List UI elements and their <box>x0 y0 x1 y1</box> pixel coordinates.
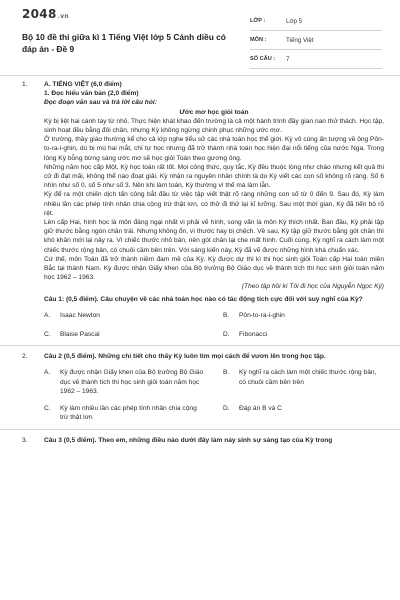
option-text: Kỳ làm nhiều lần các phép tính nhân chia cộng trừ thật lơn <box>60 405 197 422</box>
option-letter: D. <box>223 405 230 413</box>
meta-key: MÔN : <box>250 37 267 43</box>
question-text: Câu 1: (0,5 điểm). Câu chuyện về các nhà toán học nào có tác động tích cực đối với suy nghĩ của Kỳ? <box>44 295 363 303</box>
question-block-2 <box>22 352 384 422</box>
answer-option-a[interactable] <box>44 368 205 396</box>
logo-sub: .vn <box>57 13 69 20</box>
answer-option-b[interactable] <box>223 368 384 396</box>
story-paragraph: Lên cấp Hai, hình học là môn đáng ngại nhất vì phải vẽ hình, song vấn là môn Kỳ thích nhất. Ban đầu, Kỳ phải tập giữ thước bằng ngón chân trái. Nhưng không ổn, vì thước hay bị chệch. Về sau, Kỳ tập giữ thước bằng gót chân thì khó khăn mới lại nảy ra. Vì chiếc thước nhỏ bản, nên gót chân lại che mất hình. Cuối cùng, Kỳ nghĩ ra cách làm một chiếc thước rộng bản, có chuôi cầm bên trên. Với sáng kiến này, Kỳ đã vẽ được những hình khá chuẩn xác. <box>44 219 384 254</box>
reading-instruction: Đọc đoạn văn sau và trả lời câu hỏi: <box>44 99 157 107</box>
question-number: 3. <box>22 436 28 444</box>
option-text: Kỳ nghĩ ra cách làm một chiếc thước rộng bản, có chuôi cầm bên trên <box>239 369 377 386</box>
option-text: Pôn-to-ra-i-ghin <box>239 311 285 319</box>
answer-option-c[interactable] <box>44 330 205 339</box>
story-paragraph: Cứ thế, môn Toán đã trở thành niềm đam mê của Kỳ. Kỳ được dự thi kì thi học sinh giỏi Toán cấp Hai toàn miền Bắc tại thành Nam. Kỳ được nhận Giấy khen của Bộ trưởng Bộ Giáo dục về thành tích thi học sinh giỏi toán năm học 1962 – 1963. <box>44 255 384 282</box>
option-text: Fibonacci <box>239 331 268 339</box>
question-divider <box>0 345 400 346</box>
answer-option-b[interactable] <box>223 311 384 320</box>
option-text: Blaise Pascal <box>60 331 100 339</box>
option-text: Đáp án B và C <box>239 405 282 413</box>
option-letter: C. <box>44 405 51 413</box>
logo-main: 2048 <box>22 7 57 21</box>
story-source: (Theo tập hồi kí Tôi đi học của Nguyễn Ngọc Ký) <box>241 283 384 291</box>
meta-row-question-count <box>250 50 382 69</box>
document-title: Bộ 10 đề thi giữa kì 1 Tiếng Việt lớp 5 Cánh diều có đáp án - Đề 9 <box>22 32 226 54</box>
page-header <box>0 0 400 76</box>
meta-value: Lớp 5 <box>286 17 303 25</box>
meta-row-class <box>250 12 382 31</box>
story-paragraph: Kỳ bị liệt hai cánh tay từ nhỏ. Thực hiện khát khao đến trường là cả một hành trình đầy gian nan thử thách. Học tập, sinh hoạt đều bằng đôi chân, nhưng Kỳ không ngừng chinh phục những ước mơ. <box>44 117 384 135</box>
question-number: 2. <box>22 353 28 361</box>
meta-value: Tiếng Việt <box>286 36 314 44</box>
question-text: Câu 2 (0,5 điểm). Những chi tiết cho thấy Kỳ luôn tìm mọi cách để vươn lên trong học tập. <box>44 353 326 361</box>
meta-key: SỐ CÂU : <box>250 56 276 62</box>
answer-options <box>44 368 384 422</box>
answer-option-d[interactable] <box>223 330 384 339</box>
question-text: Câu 3 (0,5 điểm). Theo em, những điều nào dưới đây làm nảy sinh sự sáng tạo của Kỳ trong <box>44 436 333 444</box>
answer-option-c[interactable] <box>44 404 205 422</box>
document-meta <box>250 12 382 69</box>
option-text: Isaac Newton <box>60 311 100 319</box>
answer-options <box>44 311 384 339</box>
story-title: Ước mơ học giỏi toán <box>179 108 249 116</box>
question-number: 1. <box>22 81 28 88</box>
document-content <box>22 80 384 445</box>
story-paragraph: Ở trường, thầy giáo thường kể cho cả lớp nghe tiểu sử các nhà toán học thế giới. Kỳ vô cùng ấn tượng về ông Pôn-to-ra-i-ghin, dù bị mù hai mắt, chí tự học nhưng đã trở thành nhà toán học hiện đại nổi tiếng của nước Nga. Trong lòng Kỳ bỗng bừng sáng ước mơ sẽ học giỏi Toán theo gương ông. <box>44 136 384 162</box>
question-divider <box>0 429 400 430</box>
answer-option-d[interactable] <box>223 404 384 422</box>
meta-row-subject <box>250 31 382 50</box>
option-letter: A. <box>44 311 51 319</box>
story-paragraph: Kỳ để ra một chiến dịch tấn công bắt đầu từ việc tập viết thật rõ ràng những con số từ 0 đến 9. Sau đó, Kỳ làm nhiều lần các phép tính nhân chia cộng trừ thật lơn, có thử đi thử lại kĩ lưỡng. Sau một thời gian, Kỳ đã tiến bộ rõ rệt. <box>44 191 384 217</box>
question-block-3 <box>22 436 384 445</box>
option-letter: D. <box>223 331 230 339</box>
story-paragraph: Những năm học cấp Một, Kỳ học toán rất tốt. Mọi công thức, quy tắc, Kỳ đều thuộc lòng như cháo nhưng kết quả thi cử đi đạt mãi, không thể nào đoạt giải. Kỳ nhận ra nguyên nhân chính là do Kỳ viết các con số không rõ ràng. Số 6 nhìn như số 0, số 5 như số 3. Nên khi làm toán, Kỳ thường vì thế mà làm lẫn. <box>44 163 384 190</box>
section-heading: A. TIẾNG VIỆT (6,0 điểm) <box>44 81 122 88</box>
option-letter: B. <box>223 369 230 377</box>
option-letter: B. <box>223 311 230 319</box>
option-letter: C. <box>44 331 51 339</box>
option-text: Kỳ được nhận Giấy khen của Bộ trưởng Bộ Giáo dục về thành tích thi học sinh giỏi toán năm học 1962 – 1963. <box>60 369 204 395</box>
meta-value: 7 <box>286 55 290 63</box>
answer-option-a[interactable] <box>44 311 205 320</box>
subsection-heading: 1. Đọc hiểu văn bản (2,0 điểm) <box>44 90 139 98</box>
meta-key: LỚP : <box>250 18 266 24</box>
question-block-1 <box>22 80 384 339</box>
option-letter: A. <box>44 369 51 377</box>
site-logo[interactable] <box>22 7 69 21</box>
